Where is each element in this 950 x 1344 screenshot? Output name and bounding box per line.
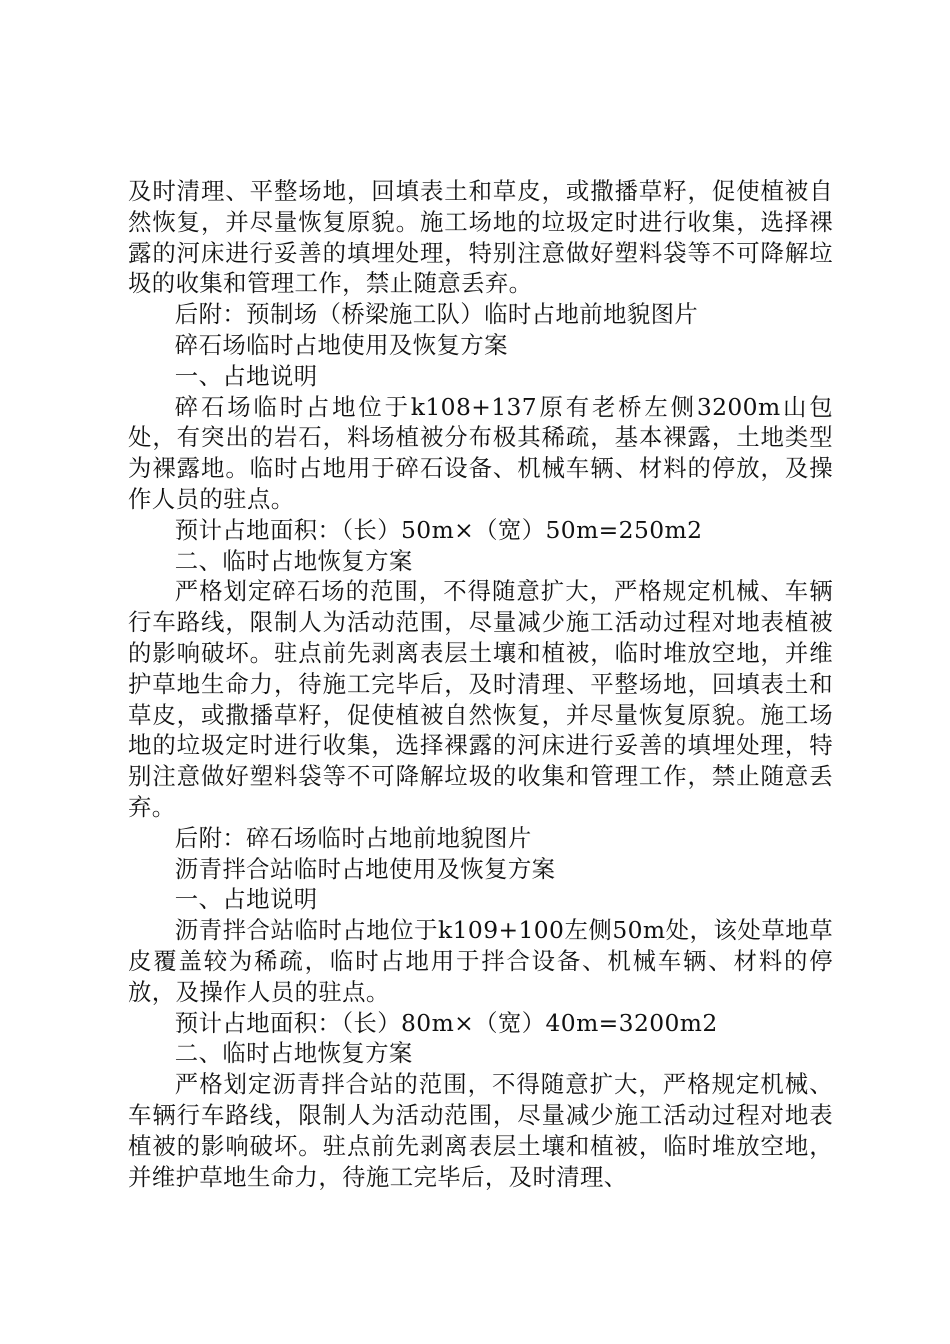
section-title-asphalt: 沥青拌合站临时占地使用及恢复方案: [174, 854, 556, 883]
paragraph-asphalt-restoration: 严格划定沥青拌合站的范围，不得随意扩大，严格规定机械、车辆行车路线，限制人为活动范围，尽量减少施工活动过程对地表植被的影响破坏。驻点前先剥离表层土壤和植被，临时堆放空地，并维护草地生命力，待施工完毕后，及时清理、: [128, 1070, 833, 1191]
section-title-gravel: 碎石场临时占地使用及恢复方案: [174, 330, 508, 359]
paragraph-gravel-area: 预计占地面积：（长）50m×（宽）50m=250m2: [174, 515, 703, 544]
appendix-note-prefab: 后附：预制场（桥梁施工队）临时占地前地貌图片: [174, 300, 699, 329]
paragraph-asphalt-area: 预计占地面积：（长）80m×（宽）40m=3200m2: [174, 1008, 718, 1037]
subheading-restoration-asphalt: 二、临时占地恢复方案: [174, 1039, 413, 1068]
paragraph-gravel-location: 碎石场临时占地位于k108+137原有老桥左侧3200m山包处，有突出的岩石，料场植被分布极其稀疏，基本裸露，土地类型为裸露地。临时占地用于碎石设备、机械车辆、材料的停放，及操作人员的驻点。: [128, 392, 833, 513]
appendix-note-gravel: 后附：碎石场临时占地前地貌图片: [174, 823, 532, 852]
paragraph-gravel-restoration: 严格划定碎石场的范围，不得随意扩大，严格规定机械、车辆行车路线，限制人为活动范围，尽量减少施工活动过程对地表植被的影响破坏。驻点前先剥离表层土壤和植被，临时堆放空地，并维护草地生命力，待施工完毕后，及时清理、平整场地，回填表土和草皮，或撒播草籽，促使植被自然恢复，并尽量恢复原貌。施工场地的垃圾定时进行收集，选择裸露的河床进行妥善的填埋处理，特别注意做好塑料袋等不可降解垃圾的收集和管理工作，禁止随意丢弃。: [128, 577, 833, 821]
paragraph-continuation: 及时清理、平整场地，回填表土和草皮，或撒播草籽，促使植被自然恢复，并尽量恢复原貌。施工场地的垃圾定时进行收集，选择裸露的河床进行妥善的填埋处理，特别注意做好塑料袋等不可降解垃圾的收集和管理工作，禁止随意丢弃。: [128, 177, 833, 298]
subheading-land-use: 一、占地说明: [174, 361, 318, 390]
subheading-restoration: 二、临时占地恢复方案: [174, 546, 413, 575]
paragraph-asphalt-location: 沥青拌合站临时占地位于k109+100左侧50m处，该处草地草皮覆盖较为稀疏，临时占地用于拌合设备、机械车辆、材料的停放，及操作人员的驻点。: [128, 916, 833, 1006]
document-body: [128, 176, 833, 1192]
subheading-land-use-asphalt: 一、占地说明: [174, 885, 318, 914]
